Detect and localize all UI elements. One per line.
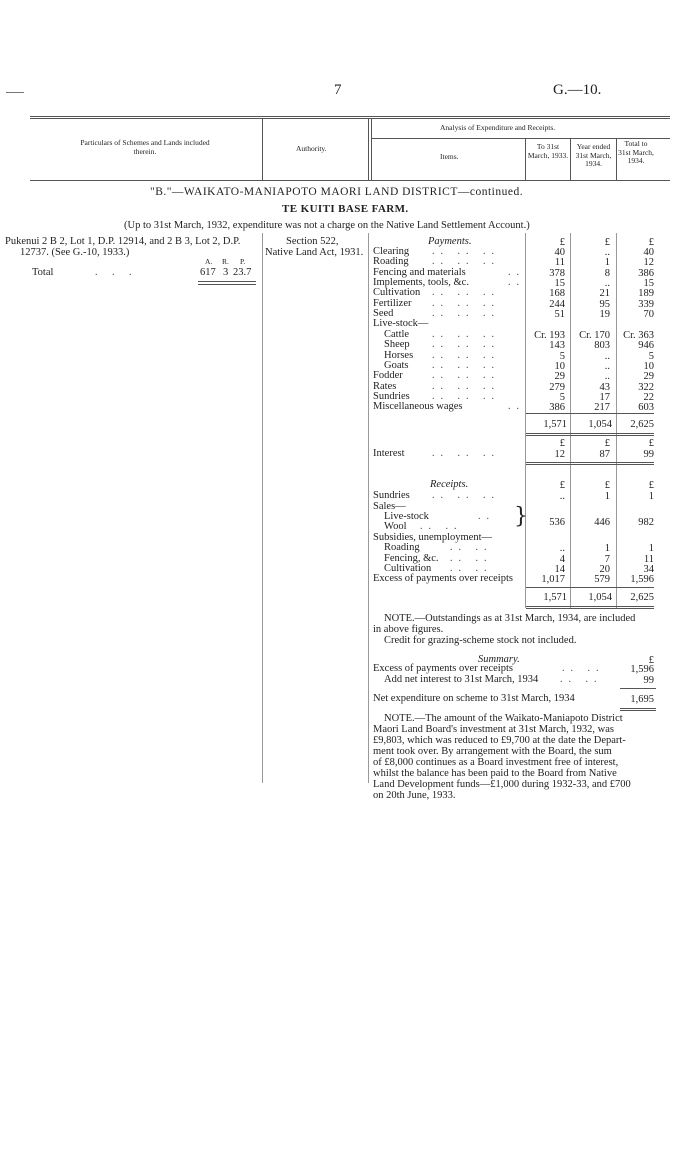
subsidies-label: Subsidies, unemployment— — [373, 532, 492, 543]
leader-dots: .. .. .. — [432, 298, 500, 309]
col3-header: Total to 31st March, 1934. — [618, 139, 654, 166]
receipts-total-col1: 1,571 — [543, 592, 567, 603]
currency-col2: £ — [604, 237, 610, 248]
leader-dots: .. .. .. — [432, 490, 500, 501]
leader-dots: .. .. .. — [432, 391, 500, 402]
rule — [262, 118, 263, 180]
payment-col1: 5 — [559, 392, 565, 403]
payment-col3: 946 — [638, 340, 654, 351]
subsidy-col2: 1 — [604, 543, 610, 554]
page-number: 7 — [334, 82, 342, 98]
payment-col2: .. — [604, 351, 610, 362]
receipts-sundries-label: Sundries — [373, 490, 410, 501]
payment-col3: 5 — [648, 351, 654, 362]
payment-col3: 189 — [638, 288, 654, 299]
summary-net-value: 1,695 — [630, 694, 654, 705]
leader-dots: .. .. .. — [432, 448, 500, 459]
note2-line: NOTE.—The amount of the Waikato-Maniapoto District — [384, 713, 623, 724]
payment-col2: 43 — [599, 382, 610, 393]
payment-col2: 19 — [599, 309, 610, 320]
subsidy-label: Roading — [384, 542, 420, 553]
receipts-sundries-col3: 1 — [648, 491, 654, 502]
payment-col1: 168 — [549, 288, 565, 299]
payment-col2: 8 — [604, 268, 610, 279]
total-acres: 617 — [200, 267, 216, 278]
payment-col2: 21 — [599, 288, 610, 299]
summary-interest-label: Add net interest to 31st March, 1934 — [384, 674, 539, 685]
rule — [30, 118, 670, 119]
payment-col1: 143 — [549, 340, 565, 351]
payment-label: Sheep — [384, 339, 410, 350]
leader-dots: .. .. .. — [432, 308, 500, 319]
document-reference: G.—10. — [553, 82, 602, 98]
subsidy-col1: 4 — [559, 554, 565, 565]
payment-col1: 51 — [554, 309, 565, 320]
analysis-header: Analysis of Expenditure and Receipts. — [440, 123, 556, 132]
livestock-label: Live-stock — [384, 511, 429, 522]
wool-label: Wool — [384, 521, 407, 532]
leader-dots: .. .. — [450, 553, 493, 564]
payment-label: Roading — [373, 256, 409, 267]
payment-label: Miscellaneous wages — [373, 401, 463, 412]
payment-col1: 378 — [549, 268, 565, 279]
unit-acres: A. — [205, 257, 213, 266]
authority-line2: Native Land Act, 1931. — [265, 247, 364, 258]
summary-heading: Summary. — [478, 654, 520, 665]
leader-dots: .. .. .. — [432, 350, 500, 361]
rule — [262, 233, 263, 783]
margin-mark — [6, 92, 24, 93]
note2-line: Land Development funds—£1,000 during 1932-33, and £700 — [373, 779, 631, 790]
rule — [525, 233, 526, 608]
payments-total-col1: 1,571 — [543, 419, 567, 430]
subsidy-label: Cultivation — [384, 563, 432, 574]
payment-label: Horses — [384, 350, 414, 361]
summary-excess-value: 1,596 — [630, 664, 654, 675]
payment-col2: 803 — [594, 340, 610, 351]
rule — [198, 281, 256, 282]
payment-label: Clearing — [373, 246, 410, 257]
leader-dots: .. .. .. — [432, 287, 500, 298]
payment-col3: 22 — [643, 392, 654, 403]
sales-col1: 536 — [549, 517, 565, 528]
payment-label: Fencing and materials — [373, 267, 466, 278]
land-total-label: Total — [32, 267, 54, 278]
payment-label: Fertilizer — [373, 298, 412, 309]
receipts-currency-col2: £ — [604, 480, 610, 491]
note2-line: whilst the balance has been paid to the Board from Native — [373, 768, 617, 779]
sales-col3: 982 — [638, 517, 654, 528]
leader-dots: .. .. .. — [432, 329, 500, 340]
land-description: Pukenui 2 B 2, Lot 1, D.P. 12914, and 2 B 3, Lot 2, D.P. — [5, 236, 241, 247]
sales-label: Sales— — [373, 501, 406, 512]
excess-col1: 1,017 — [541, 574, 565, 585]
items-header: Items. — [440, 152, 459, 161]
summary-currency: £ — [648, 655, 654, 666]
payment-col2: 1 — [604, 257, 610, 268]
excess-col2: 579 — [594, 574, 610, 585]
section-note: (Up to 31st March, 1932, expenditure was not a charge on the Native Land Settlement Account.) — [124, 220, 530, 231]
total-perches: 23.7 — [233, 267, 252, 278]
payment-label: Goats — [384, 360, 409, 371]
payment-col3: Cr. 363 — [623, 330, 654, 341]
payment-col3: 603 — [638, 402, 654, 413]
rule — [30, 116, 670, 117]
leader-dots: .. .. — [560, 674, 603, 685]
leader-dots: .. .. — [562, 663, 605, 674]
leader-dots: .. — [508, 267, 525, 278]
subsidy-label: Fencing, &c. — [384, 553, 439, 564]
payments-total-col3: 2,625 — [630, 419, 654, 430]
rule — [526, 606, 654, 607]
leader-dots: .. — [478, 511, 495, 522]
leader-dots: .. .. — [420, 521, 463, 532]
rule — [371, 118, 372, 180]
payment-col1: 279 — [549, 382, 565, 393]
payment-col3: 12 — [643, 257, 654, 268]
interest-currency-col3: £ — [648, 438, 654, 449]
excess-label: Excess of payments over receipts — [373, 573, 513, 584]
payment-col1: 40 — [554, 247, 565, 258]
payments-total-col2: 1,054 — [588, 419, 612, 430]
section-subtitle: TE KUITI BASE FARM. — [282, 203, 409, 215]
payment-col1: 11 — [554, 257, 565, 268]
payment-col2: 217 — [594, 402, 610, 413]
leader-dots: .. .. — [450, 542, 493, 553]
sales-col2: 446 — [594, 517, 610, 528]
interest-label: Interest — [373, 448, 405, 459]
rule — [368, 118, 369, 180]
subsidy-col2: 20 — [599, 564, 610, 575]
rule — [525, 138, 526, 180]
note2-line: on 20th June, 1933. — [373, 790, 456, 801]
payment-col3: 29 — [643, 371, 654, 382]
section-title: "B."—WAIKATO-MANIAPOTO MAORI LAND DISTRICT—continued. — [150, 186, 524, 198]
receipts-sundries-col1: .. — [559, 491, 565, 502]
receipts-total-col2: 1,054 — [588, 592, 612, 603]
receipts-sundries-col2: 1 — [604, 491, 610, 502]
rule — [526, 413, 654, 414]
note2-line: Maori Land Board's investment at 31st March, 1932, was — [373, 724, 615, 735]
payment-label: Implements, tools, &c. — [373, 277, 469, 288]
payment-label: Cattle — [384, 329, 410, 340]
currency-col3: £ — [648, 237, 654, 248]
leader-dots: .. .. .. — [432, 360, 500, 371]
total-roods: 3 — [223, 267, 229, 278]
leader-dots: .. .. .. — [432, 381, 500, 392]
summary-excess-label: Excess of payments over receipts — [373, 663, 513, 674]
payment-col2: .. — [604, 361, 610, 372]
payment-col1: Cr. 193 — [534, 330, 565, 341]
col1-header: To 31st March, 1933. — [527, 142, 569, 160]
subsidy-col2: 7 — [604, 554, 610, 565]
rule — [526, 464, 654, 465]
payment-label: Seed — [373, 308, 394, 319]
rule — [526, 608, 654, 609]
payment-col1: 10 — [554, 361, 565, 372]
rule — [526, 587, 654, 588]
rule — [620, 710, 656, 711]
receipts-heading: Receipts. — [430, 479, 469, 490]
payment-col3: 70 — [643, 309, 654, 320]
payments-heading: Payments. — [428, 236, 472, 247]
subsidy-col3: 11 — [643, 554, 654, 565]
sales-brace: } — [514, 504, 528, 529]
receipts-total-col3: 2,625 — [630, 592, 654, 603]
land-description-cont: 12737. (See G.-10, 1933.) — [20, 247, 130, 258]
interest-col1: 12 — [554, 449, 565, 460]
payment-label: Cultivation — [373, 287, 421, 298]
note1-line2: in above figures. — [373, 624, 444, 635]
excess-col3: 1,596 — [630, 574, 654, 585]
leader-dots: .. .. .. — [432, 370, 500, 381]
subsidy-col1: .. — [559, 543, 565, 554]
rule — [570, 233, 571, 608]
rule — [198, 284, 256, 285]
interest-col3: 99 — [643, 449, 654, 460]
payment-label: Sundries — [373, 391, 410, 402]
authority-header: Authority. — [296, 144, 327, 153]
note2-line: of £8,000 continues as a Board investment free of interest, — [373, 757, 619, 768]
authority-line1: Section 522, — [286, 236, 339, 247]
subsidy-col3: 34 — [643, 564, 654, 575]
rule — [616, 138, 617, 180]
leader-dots: .. — [508, 401, 525, 412]
leader-dots: .. .. — [450, 563, 493, 574]
particulars-header: Particulars of Schemes and Lands included therein. — [80, 138, 210, 156]
receipts-currency-col3: £ — [648, 480, 654, 491]
rule — [620, 708, 656, 709]
note1-line1: NOTE.—Outstandings as at 31st March, 1934, are included — [384, 613, 636, 624]
rule — [526, 433, 654, 434]
leader-dots: .. — [508, 277, 525, 288]
payment-col2: .. — [604, 371, 610, 382]
interest-currency-col1: £ — [559, 438, 565, 449]
payment-col3: 40 — [643, 247, 654, 258]
payment-col1: 15 — [554, 278, 565, 289]
leader-dots: . . . — [95, 267, 138, 278]
payment-col2: Cr. 170 — [579, 330, 610, 341]
payment-col1: 244 — [549, 299, 565, 310]
rule — [30, 180, 670, 181]
payment-col2: .. — [604, 247, 610, 258]
payment-col3: 386 — [638, 268, 654, 279]
payment-col3: 322 — [638, 382, 654, 393]
unit-roods: R. — [222, 257, 229, 266]
rule — [620, 688, 656, 689]
rule — [616, 233, 617, 608]
note2-line: ment took over. By arrangement with the Board, the sum — [373, 746, 612, 757]
payment-col2: 95 — [599, 299, 610, 310]
payment-col3: 10 — [643, 361, 654, 372]
summary-interest-value: 99 — [643, 675, 654, 686]
summary-net-label: Net expenditure on scheme to 31st March, 1934 — [373, 693, 575, 704]
leader-dots: .. .. .. — [432, 246, 500, 257]
rule — [570, 138, 571, 180]
interest-currency-col2: £ — [604, 438, 610, 449]
currency-col1: £ — [559, 237, 565, 248]
payment-label: Live-stock— — [373, 318, 429, 329]
payment-label: Rates — [373, 381, 397, 392]
receipts-currency-col1: £ — [559, 480, 565, 491]
payment-col2: .. — [604, 278, 610, 289]
note1-line3: Credit for grazing-scheme stock not included. — [384, 635, 577, 646]
payment-col3: 339 — [638, 299, 654, 310]
note2-line: £9,803, which was reduced to £9,700 at the date the Depart- — [373, 735, 626, 746]
payment-col1: 5 — [559, 351, 565, 362]
subsidy-col3: 1 — [648, 543, 654, 554]
payment-label: Fodder — [373, 370, 403, 381]
interest-col2: 87 — [599, 449, 610, 460]
leader-dots: .. .. .. — [432, 256, 500, 267]
payment-col3: 15 — [643, 278, 654, 289]
leader-dots: .. .. .. — [432, 339, 500, 350]
rule — [368, 233, 369, 783]
col2-header: Year ended 31st March, 1934. — [575, 142, 612, 169]
payment-col2: 17 — [599, 392, 610, 403]
rule — [526, 435, 654, 436]
rule — [526, 462, 654, 463]
payment-col1: 29 — [554, 371, 565, 382]
unit-perches: P. — [240, 257, 246, 266]
payment-col1: 386 — [549, 402, 565, 413]
subsidy-col1: 14 — [554, 564, 565, 575]
